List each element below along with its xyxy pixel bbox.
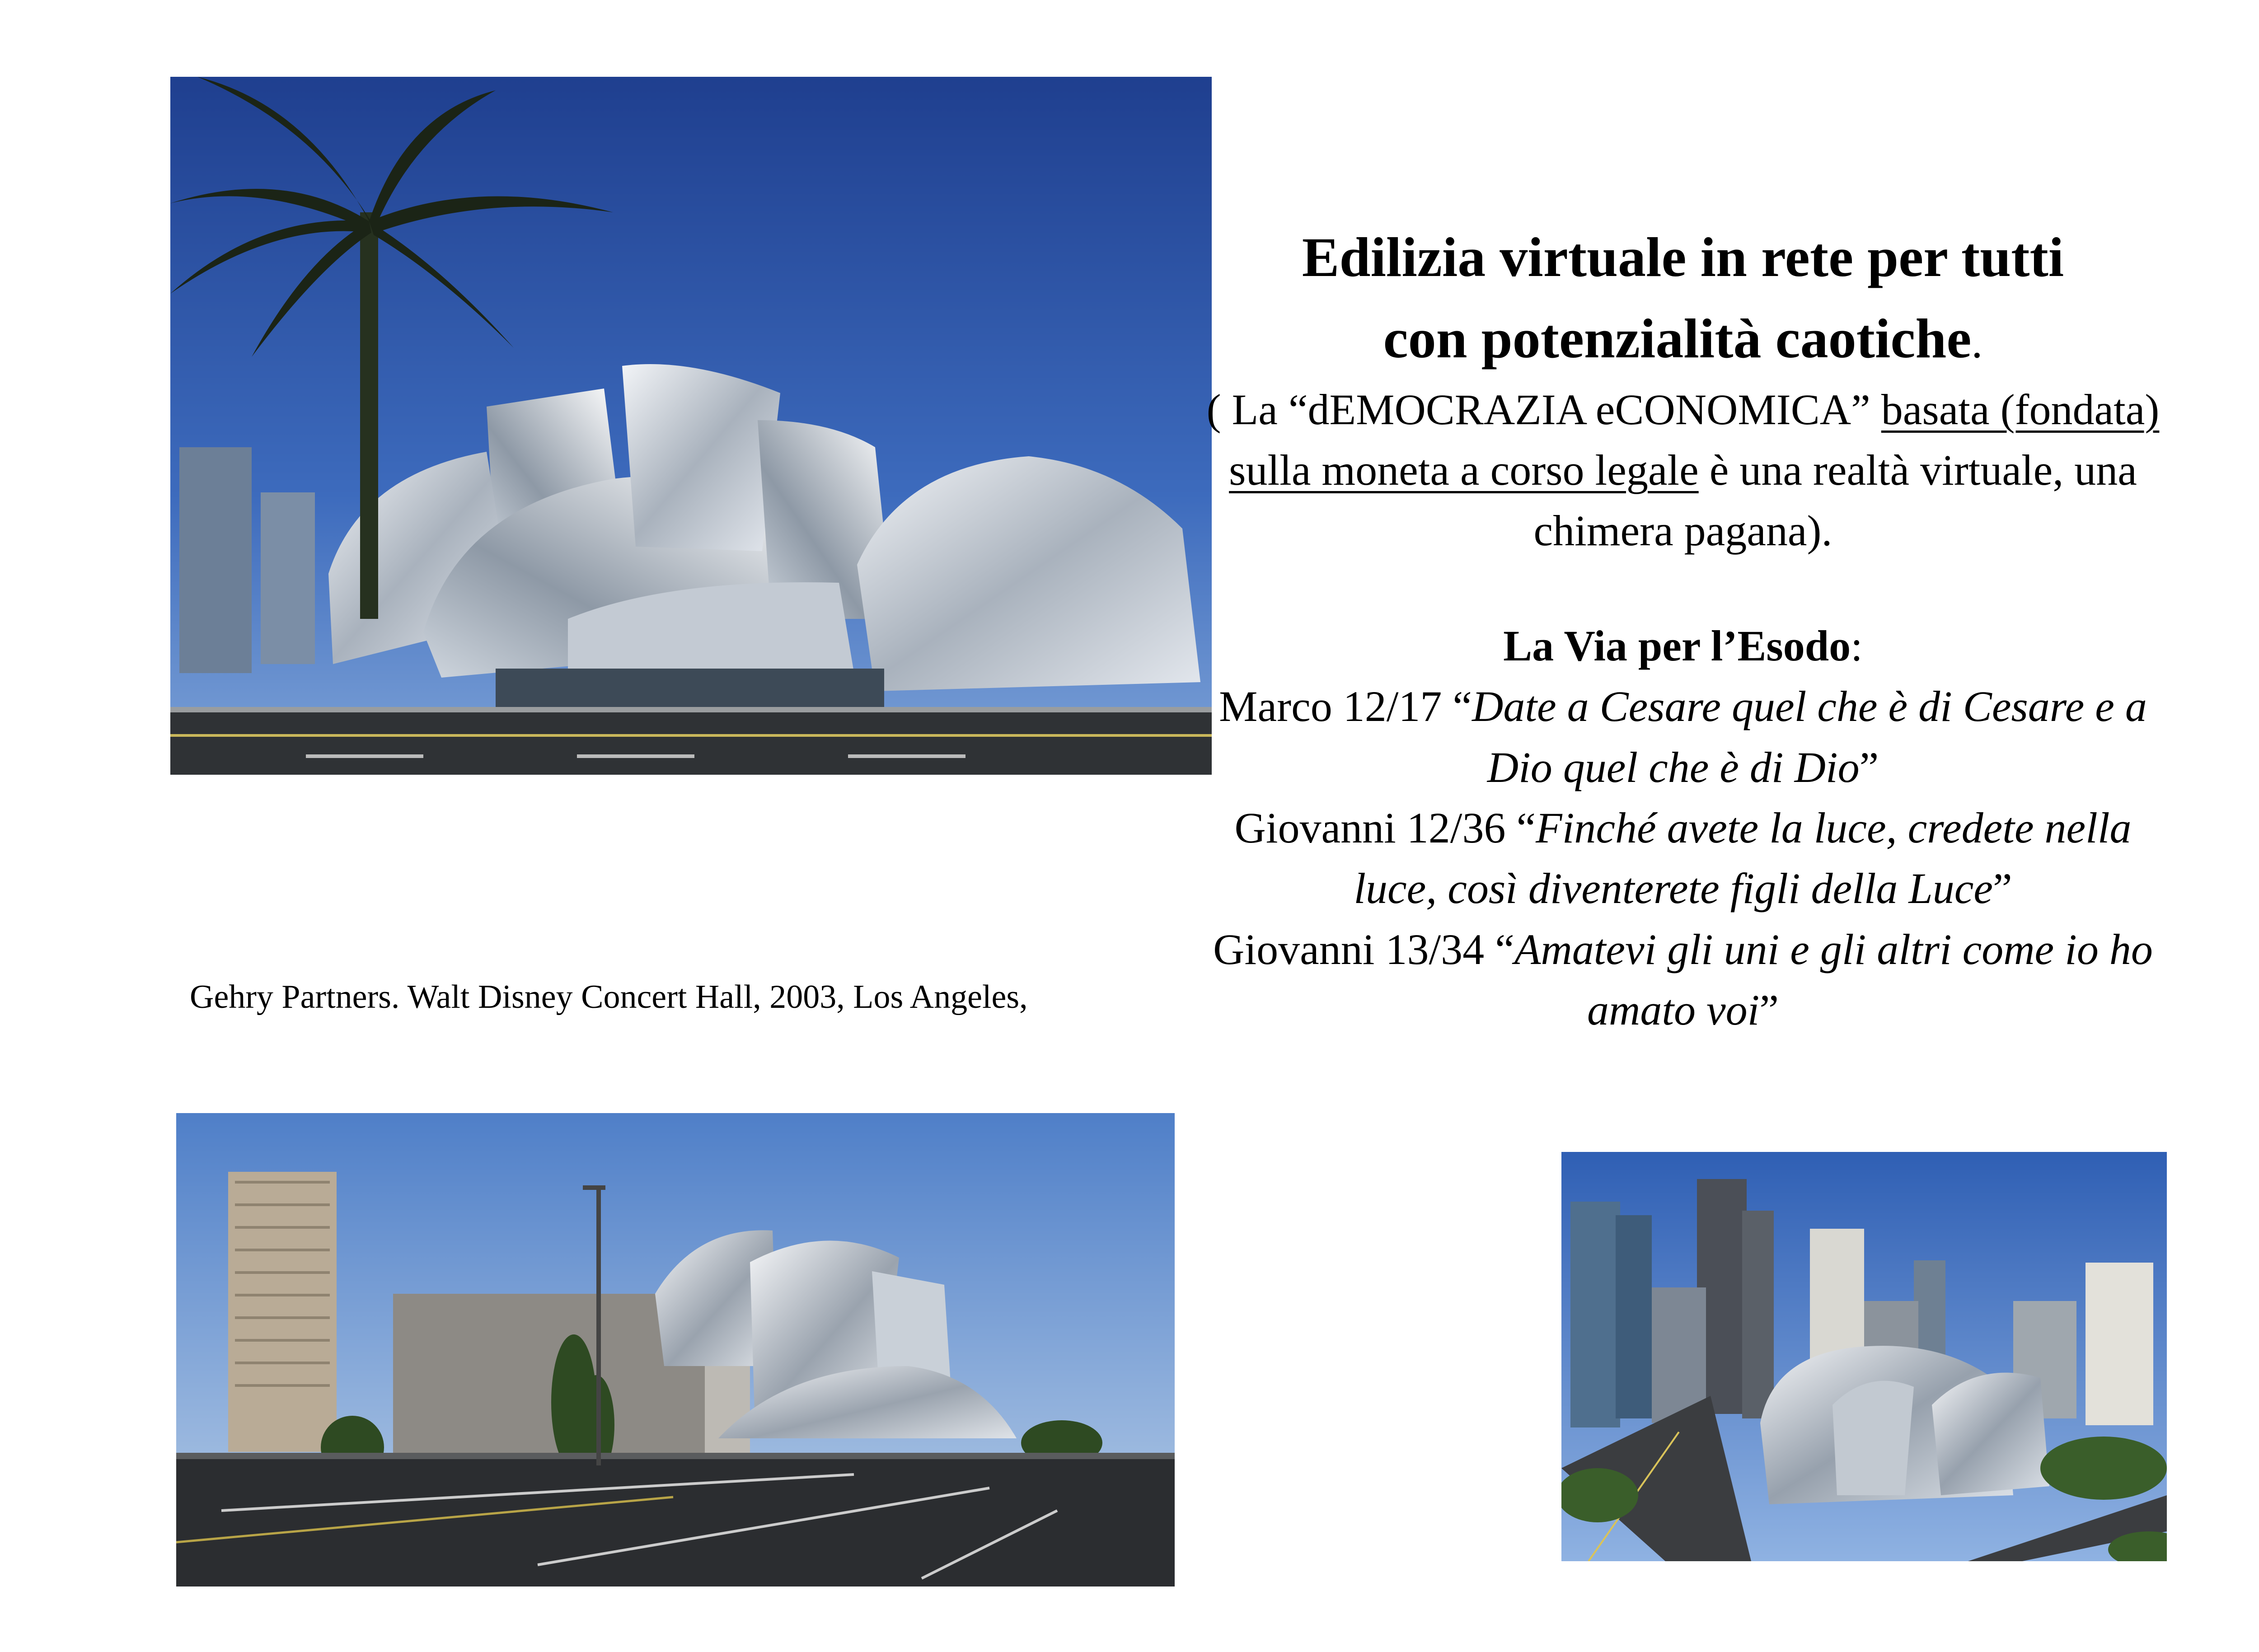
intro-underlined: basata (fondata) sulla moneta a corso legale xyxy=(1229,385,2160,494)
quote-close: ” xyxy=(1859,743,1879,791)
via-colon: : xyxy=(1851,621,1863,670)
concert-hall-photo-aerial xyxy=(1561,1152,2167,1561)
quote-giovanni-13 xyxy=(1193,919,2173,1041)
concert-hall-photo-intersection xyxy=(176,1113,1175,1586)
via-title: La Via per l’Esodo xyxy=(1503,621,1851,670)
quote-text: Date a Cesare quel che è di Cesare e a Dio quel che è di Dio xyxy=(1472,682,2147,791)
intro-paragraph xyxy=(1193,379,2173,562)
quote-marco xyxy=(1193,676,2173,798)
concert-hall-photo-main xyxy=(170,77,1212,775)
quote-text: Amatevi gli uni e gli altri come io ho amato voi xyxy=(1514,925,2153,1034)
title-line-1: Edilizia virtuale in rete per tutti xyxy=(1302,226,2064,288)
page-title xyxy=(1193,217,2173,379)
intro-part-2: è una realtà virtuale, una chimera pagana). xyxy=(1533,445,2137,555)
quote-ref: Giovanni 13/34 “ xyxy=(1213,925,1514,973)
quote-text: Finché avete la luce, credete nella luce, così diventerete figli della Luce xyxy=(1354,803,2132,913)
quote-ref: Giovanni 12/36 “ xyxy=(1234,803,1536,852)
intro-part-1: ( La “dEMOCRAZIA eCONOMICA” xyxy=(1206,385,1881,434)
title-line-2: con potenzialità caotiche xyxy=(1383,307,1972,370)
quote-close: ” xyxy=(1993,864,2012,913)
via-heading xyxy=(1193,616,2173,676)
quote-ref: Marco 12/17 “ xyxy=(1219,682,1472,731)
photo-caption: Gehry Partners. Walt Disney Concert Hall, 2003, Los Angeles, xyxy=(190,978,1028,1016)
title-trail: . xyxy=(1971,317,1983,367)
main-text-block xyxy=(1193,217,2173,1041)
quote-giovanni-12 xyxy=(1193,798,2173,919)
quote-close: ” xyxy=(1759,986,1779,1034)
